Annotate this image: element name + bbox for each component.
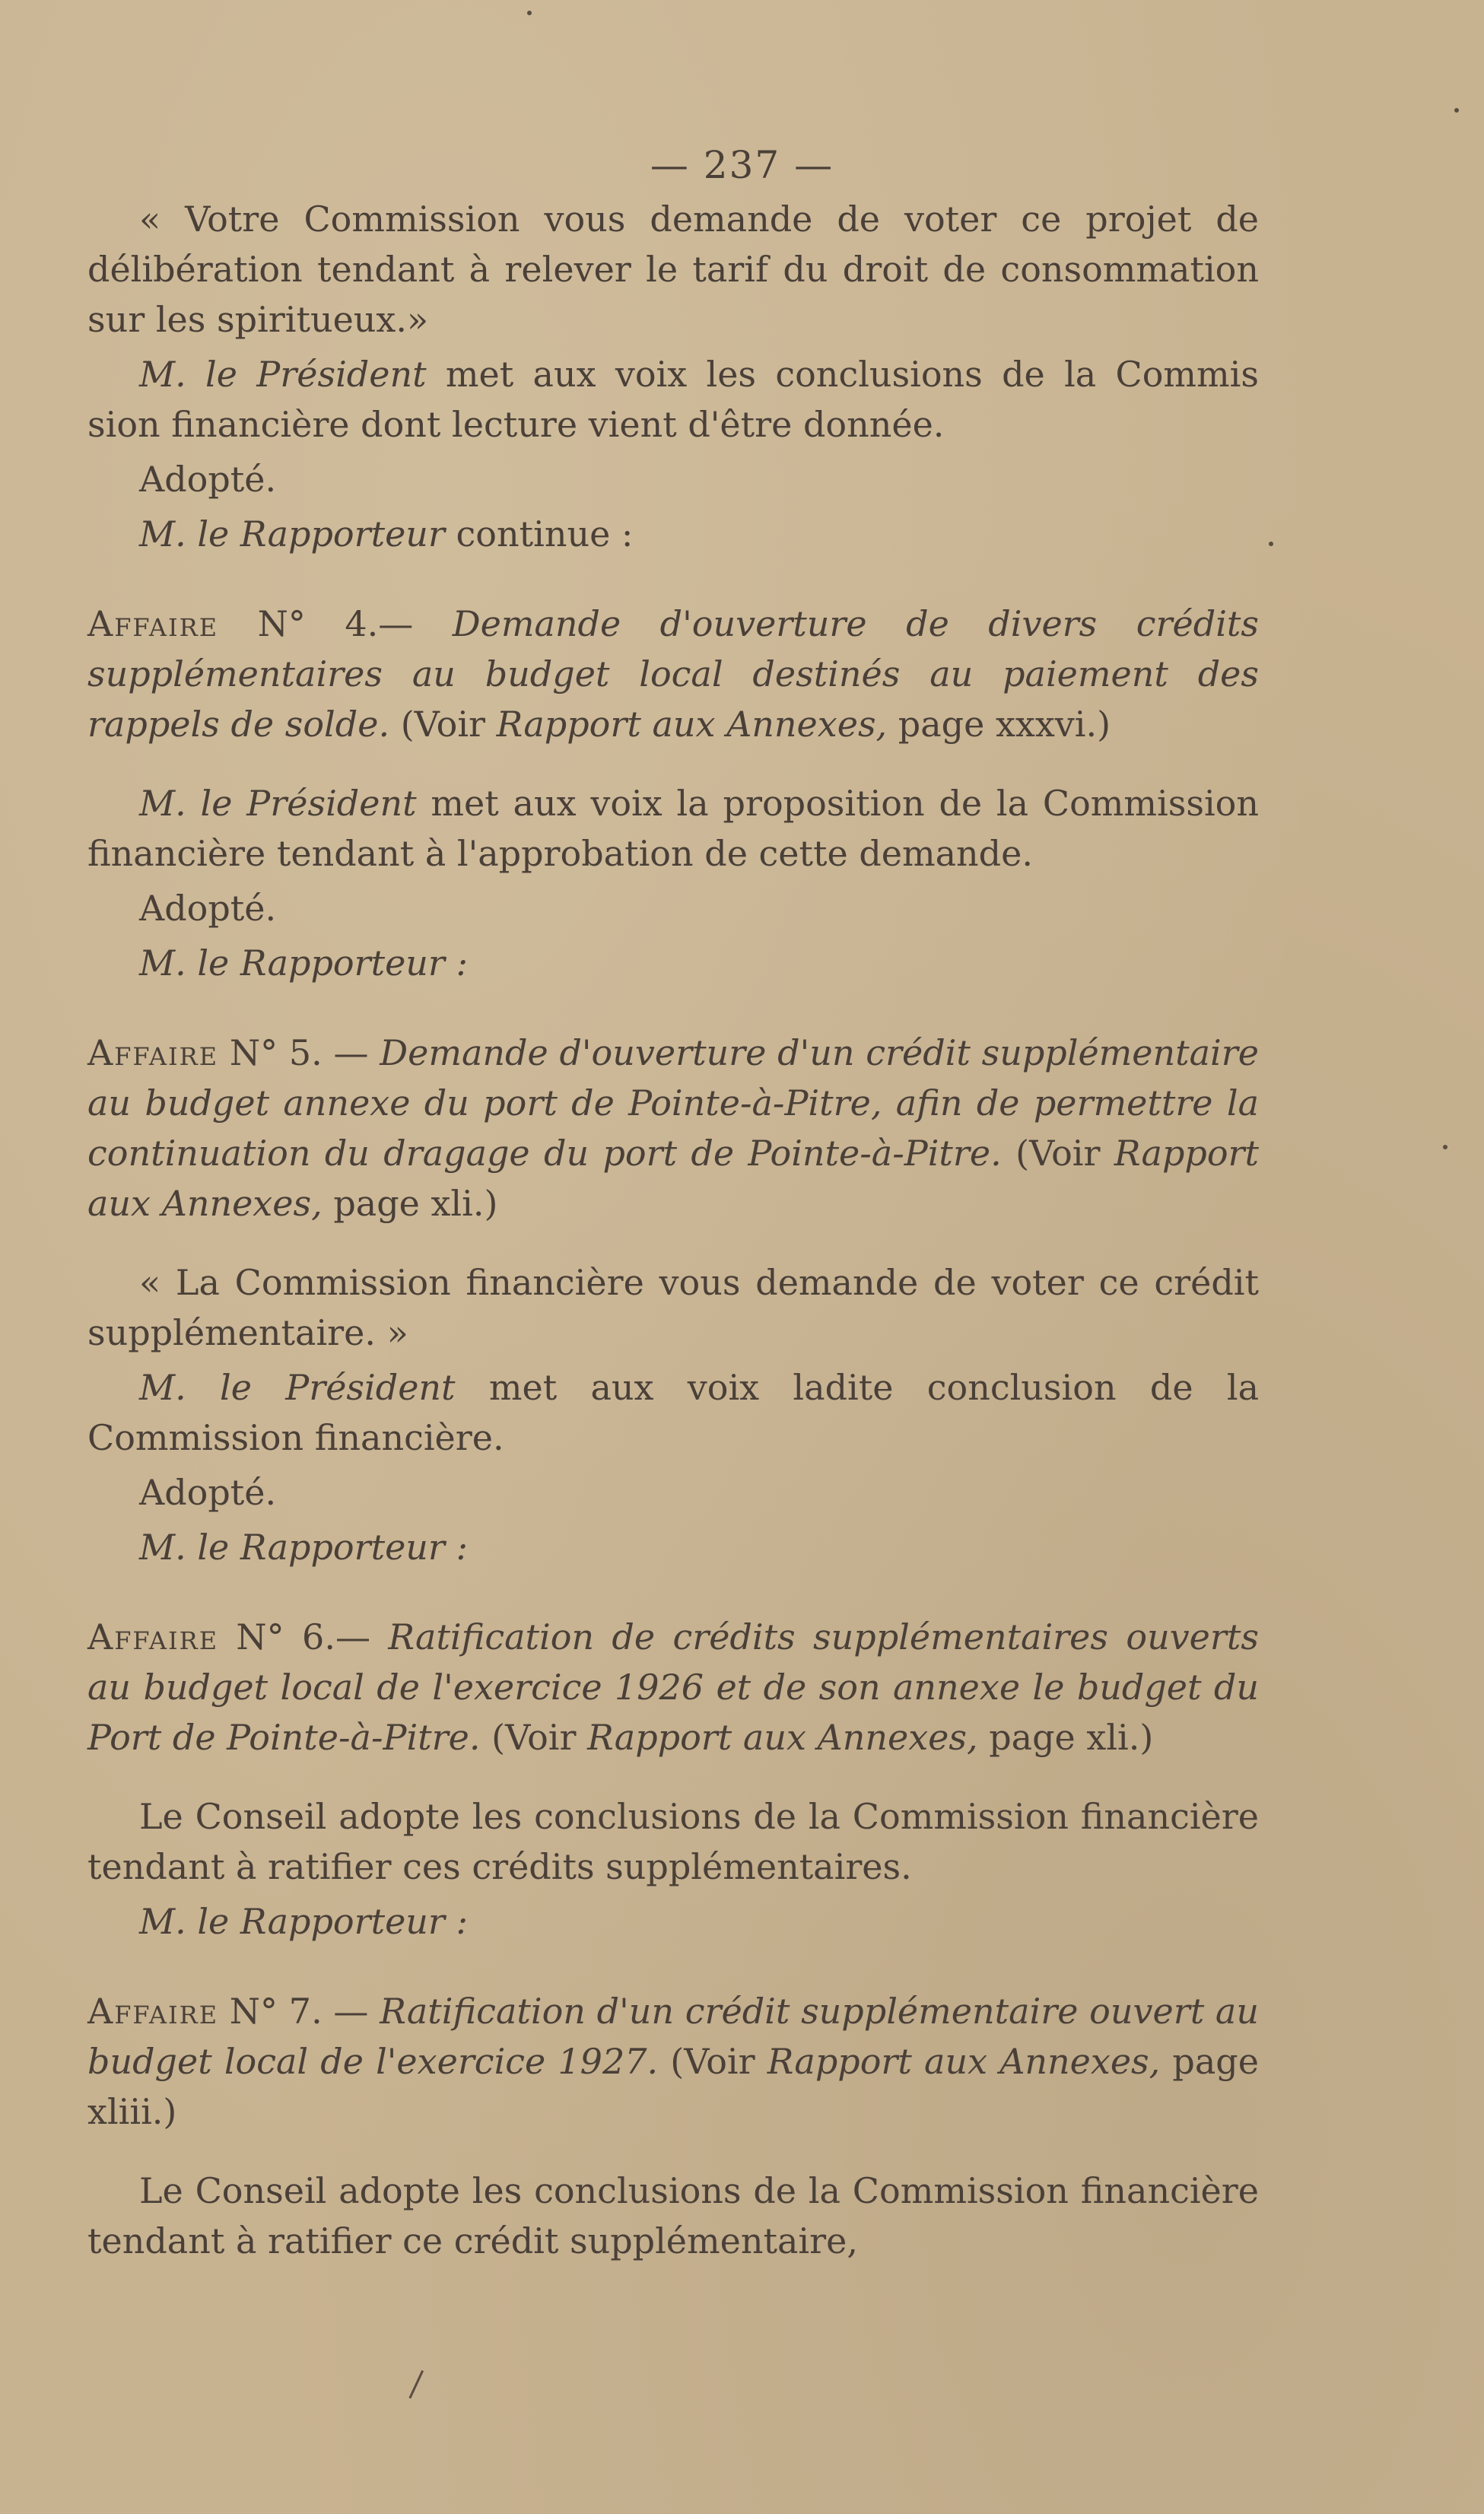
paragraph-president-conclusion (87, 1362, 1259, 1463)
speaker-name: M. le Rapporteur : (139, 942, 469, 984)
paper-speck (527, 11, 532, 15)
affaire-label: Affaire (87, 1032, 219, 1073)
affaire-title: Demande d'ouverture d'un crédit supplémentaire au budget annexe du port de Pointe-à-Pitre, afin de permettre la continuation du dragage du port de Pointe-à-Pitre. (87, 1032, 1259, 1174)
paragraph-text: « La Commission financière vous demande de voter ce crédit supplémentaire. » (87, 1262, 1259, 1353)
paragraph-text: met aux voix la proposition de la Commission financière tendant à l'approbation de cette demande. (87, 783, 1259, 874)
affaire-ref: (Voir (480, 1717, 588, 1758)
affaire-title: Demande d'ouverture de divers crédits supplémentaires au budget local destinés au paiement des rappels de solde. (87, 603, 1259, 745)
affaire-number: N° 4.— (218, 603, 453, 644)
affaire-ref-italic: Rapport aux Annexes, (587, 1717, 978, 1758)
affaire-number: N° 7. — (218, 1991, 380, 2032)
affaire-title: Ratification d'un crédit supplémentaire ouvert au budget local de l'exercice 1927. (87, 1991, 1259, 2082)
affaire-7 (87, 1986, 1259, 2137)
paragraph-rapporteur (87, 1896, 1259, 1947)
paragraph-commission-request (87, 194, 1259, 345)
paper-speck (1443, 1145, 1447, 1149)
adopte-text: Adopté. (139, 1472, 277, 1513)
paragraph-adopte (87, 883, 1259, 933)
affaire-number: N° 5. — (218, 1032, 380, 1073)
affaire-5 (87, 1028, 1259, 1228)
affaire-number: N° 6.— (218, 1616, 389, 1657)
paragraph-text: continue : (444, 513, 634, 555)
paragraph-president-vote (87, 349, 1259, 450)
speaker-name: M. le Rapporteur : (139, 1527, 469, 1568)
affaire-ref-italic: Rapport aux Annexes, (87, 1133, 1260, 1224)
affaire-ref: (Voir (658, 2041, 767, 2082)
paragraph-text: Le Conseil adopte les conclusions de la Commission financière tendant à ratifier ces crédits supplémentaires. (87, 1796, 1259, 1887)
affaire-ref-italic: Rapport aux Annexes, (767, 2041, 1161, 2082)
adopte-text: Adopté. (139, 888, 277, 929)
affaire-label: Affaire (87, 603, 219, 644)
paragraph-rapporteur (87, 938, 1259, 988)
affaire-label: Affaire (87, 1991, 219, 2032)
paragraph-president-proposition (87, 778, 1259, 879)
affaire-4 (87, 599, 1259, 749)
affaire-ref: (Voir (389, 704, 497, 745)
affaire-title: Ratification de crédits supplémentaires ouverts au budget local de l'exercice 1926 et de son annexe le budget du Port de Pointe-à-Pitre. (87, 1616, 1259, 1758)
speaker-name: M. le Président (139, 1367, 456, 1408)
speaker-name: M. le Président (139, 354, 427, 395)
paper-speck (1454, 108, 1459, 113)
paragraph-text: « Votre Commission vous demande de voter ce projet de délibération tendant à relever le tarif du droit de consommation sur les spiritueux.» (87, 199, 1259, 340)
paragraph-adopte (87, 1467, 1259, 1518)
paragraph-conseil-ratify-1926 (87, 1791, 1259, 1892)
affaire-ref-italic: Rapport aux Annexes, (496, 704, 888, 745)
paragraph-text: Le Conseil adopte les conclusions de la Commission financière tendant à ratifier ce crédit supplémentaire, (87, 2170, 1259, 2261)
adopte-text: Adopté. (139, 459, 277, 500)
paragraph-commission-credit (87, 1257, 1259, 1358)
affaire-label: Affaire (87, 1616, 219, 1657)
affaire-ref-page: page xli.) (977, 1717, 1154, 1758)
speaker-name: M. le Président (139, 783, 417, 824)
paragraph-rapporteur-continue (87, 509, 1259, 559)
speaker-name: M. le Rapporteur (139, 513, 445, 555)
affaire-ref: (Voir (1001, 1133, 1114, 1174)
pen-mark (408, 2370, 434, 2404)
affaire-ref-page: page xliii.) (87, 2041, 1259, 2132)
paragraph-adopte (87, 454, 1259, 504)
page-number: — 237 — (650, 143, 834, 187)
affaire-ref-page: page xxxvi.) (887, 704, 1111, 745)
paper-speck (1269, 542, 1273, 546)
paragraph-text: met aux voix les conclusions de la Commis sion financière dont lecture vient d'être donnée. (87, 354, 1259, 445)
paragraph-rapporteur (87, 1522, 1259, 1572)
speaker-name: M. le Rapporteur : (139, 1901, 469, 1942)
affaire-ref-page: page xli.) (322, 1183, 498, 1224)
affaire-6 (87, 1612, 1259, 1762)
paragraph-text: met aux voix ladite conclusion de la Commission financière. (87, 1367, 1259, 1458)
page-body (87, 194, 1259, 2266)
paragraph-conseil-ratify-1927 (87, 2166, 1259, 2266)
